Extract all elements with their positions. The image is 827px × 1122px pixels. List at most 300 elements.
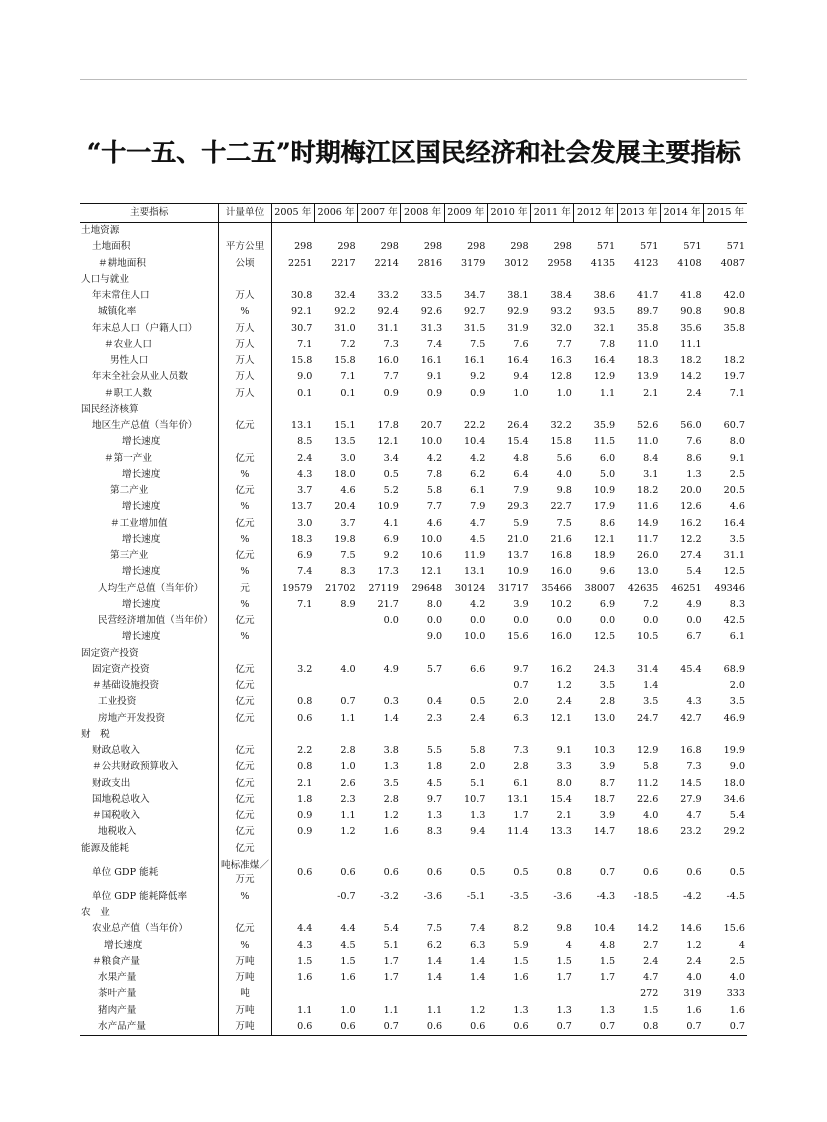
table-cell	[358, 272, 401, 288]
table-cell: 5.6	[556, 452, 572, 464]
table-cell: 35.9	[593, 420, 616, 431]
table-cell: 8.6	[686, 452, 702, 464]
table-cell: 6.4	[513, 468, 529, 480]
table-cell: 1.4	[383, 712, 399, 724]
table-row	[80, 694, 747, 710]
table-cell: 1.5	[556, 955, 572, 967]
row-unit: 亿元	[219, 743, 271, 759]
table-cell: 4.7	[686, 810, 702, 821]
table-cell	[271, 613, 314, 629]
row-unit: 元	[219, 581, 271, 597]
table-cell: 4.0	[686, 972, 702, 983]
table-cell: 0.0	[470, 615, 486, 626]
table-cell: 2.1	[643, 387, 659, 399]
table-row	[80, 986, 747, 1002]
table-cell: 6.9	[599, 598, 616, 610]
table-row	[80, 548, 747, 564]
table-row	[80, 564, 747, 580]
table-cell: 1.1	[340, 712, 356, 724]
table-cell	[531, 646, 574, 662]
row-unit: 万人	[219, 321, 271, 337]
table-cell: 4.3	[271, 467, 314, 483]
table-row	[80, 434, 747, 450]
table-row	[80, 386, 747, 402]
table-cell: 2.8	[599, 696, 616, 708]
table-cell	[401, 727, 444, 743]
table-cell: 6.1	[470, 485, 486, 496]
table-cell: 15.4	[507, 436, 529, 448]
table-cell: 0.8	[643, 1020, 659, 1032]
table-cell: 18.9	[593, 550, 616, 561]
table-cell: 272	[640, 988, 659, 1000]
table-cell: 31.9	[507, 322, 529, 334]
table-cell: 12.8	[550, 371, 572, 383]
table-cell: 4.7	[643, 972, 659, 983]
row-unit: 万吨	[219, 970, 271, 986]
table-cell: 9.1	[729, 452, 745, 464]
table-cell	[487, 402, 530, 418]
table-cell: 10.5	[637, 631, 659, 643]
table-cell: 8.6	[599, 517, 616, 529]
row-label: 人口与就业	[81, 273, 129, 285]
table-cell: 0.7	[556, 1020, 572, 1032]
table-cell: 9.0	[729, 761, 745, 773]
table-cell: 9.8	[556, 485, 572, 496]
table-cell: 14.6	[680, 923, 702, 935]
row-unit: 万人	[219, 288, 271, 304]
table-cell: 12.5	[593, 631, 616, 643]
table-cell: 3.9	[599, 761, 616, 773]
table-cell	[358, 678, 401, 694]
table-cell: 22.2	[464, 420, 486, 431]
table-cell: 1.7	[383, 972, 399, 983]
table-cell: 4.6	[729, 501, 745, 513]
table-cell: 11.7	[637, 533, 659, 545]
table-cell: 42.7	[680, 712, 702, 724]
table-cell: 3.4	[383, 452, 399, 464]
table-cell: 7.7	[556, 338, 572, 350]
table-cell: 14.2	[637, 923, 659, 935]
table-cell: 10.0	[420, 533, 443, 545]
table-cell: 1.3	[556, 1004, 572, 1016]
table-cell	[487, 841, 530, 857]
table-row	[80, 239, 747, 255]
table-cell: 15.4	[550, 793, 572, 805]
table-cell	[660, 727, 703, 743]
table-cell: 17.8	[377, 420, 399, 431]
table-body	[80, 223, 747, 1036]
table-cell: 7.4	[470, 923, 486, 935]
page-title: “十一五、十二五”时期梅江区国民经济和社会发展主要指标	[86, 138, 741, 167]
table-cell: 15.6	[507, 631, 529, 643]
row-unit: %	[219, 889, 271, 905]
row-unit: 亿元	[219, 418, 271, 434]
row-label: 固定资产投资	[81, 647, 139, 659]
table-cell: 19.7	[723, 371, 745, 383]
table-cell: 18.6	[637, 826, 659, 838]
table-cell: 6.3	[470, 939, 486, 951]
table-row	[80, 629, 747, 645]
table-cell: 35.8	[637, 322, 659, 334]
table-cell: 7.3	[513, 745, 529, 756]
table-cell: 15.6	[723, 923, 745, 935]
table-row	[80, 272, 747, 288]
row-label: 增长速度	[122, 566, 161, 578]
table-cell: 27.9	[680, 793, 702, 805]
table-cell	[531, 841, 574, 857]
table-cell: 0.6	[383, 866, 399, 878]
table-cell: 2.4	[556, 696, 572, 708]
table-cell	[401, 646, 444, 662]
table-cell: 16.4	[723, 517, 745, 529]
table-cell: 5.8	[426, 485, 443, 496]
table-cell: 298	[510, 241, 529, 253]
table-cell: 11.0	[637, 338, 659, 350]
table-cell: 12.1	[377, 436, 399, 448]
table-cell	[358, 841, 401, 857]
table-cell	[314, 905, 357, 921]
table-cell: 20.5	[723, 485, 745, 496]
table-cell: 2.1	[271, 776, 314, 792]
table-cell: 1.6	[686, 1004, 702, 1016]
table-cell: 10.4	[464, 436, 486, 448]
table-cell: 22.6	[637, 793, 659, 805]
table-cell: 3.5	[729, 696, 745, 708]
table-cell	[574, 646, 617, 662]
row-label: 增长速度	[122, 631, 161, 643]
table-cell: 4.1	[383, 517, 399, 529]
table-cell: 21.6	[550, 533, 572, 545]
header-year: 2009 年	[444, 204, 487, 223]
row-label: ＃农业人口	[104, 338, 152, 350]
row-label: 增长速度	[122, 598, 161, 610]
table-cell: 1.3	[470, 810, 486, 821]
table-row	[80, 921, 747, 937]
table-row	[80, 727, 747, 743]
row-label: 年末全社会从业人员数	[92, 371, 188, 383]
table-cell: 0.0	[383, 615, 399, 626]
table-row	[80, 402, 747, 418]
table-cell: 7.1	[340, 371, 356, 383]
table-cell	[444, 841, 487, 857]
row-label: 茶叶产量	[98, 988, 137, 1000]
table-cell: 1.4	[643, 680, 659, 691]
table-cell: 1.5	[340, 955, 356, 967]
table-cell: 298	[380, 241, 399, 253]
table-cell	[617, 905, 660, 921]
table-cell: 13.1	[507, 793, 529, 805]
table-cell: 1.3	[426, 810, 443, 821]
table-cell	[401, 905, 444, 921]
table-cell: -18.5	[633, 890, 659, 902]
table-cell	[531, 402, 574, 418]
table-cell: 9.0	[271, 369, 314, 385]
table-cell: 6.2	[426, 939, 443, 951]
table-cell: 1.4	[426, 955, 443, 967]
row-unit: 亿元	[219, 808, 271, 824]
table-cell: 7.5	[470, 338, 486, 350]
table-cell	[660, 402, 703, 418]
table-cell	[314, 646, 357, 662]
table-cell	[704, 646, 747, 662]
table-cell: -3.6	[423, 890, 443, 902]
table-cell: 13.3	[550, 826, 572, 838]
table-cell: 10.2	[550, 598, 572, 610]
table-cell	[271, 629, 314, 645]
table-cell	[660, 646, 703, 662]
table-cell: 18.3	[271, 532, 314, 548]
table-cell: 3.0	[340, 452, 356, 464]
table-cell: 2.5	[729, 468, 745, 480]
table-cell: -0.7	[337, 890, 356, 902]
table-row	[80, 369, 747, 385]
table-cell: 2.3	[426, 712, 443, 724]
table-cell	[617, 646, 660, 662]
table-cell: 1.7	[599, 972, 616, 983]
table-cell	[358, 629, 401, 645]
top-rule	[80, 79, 747, 80]
table-cell: 0.1	[271, 386, 314, 402]
row-label: 水产品产量	[98, 1020, 146, 1032]
table-cell: 31.3	[420, 322, 443, 334]
table-cell: 0.9	[383, 387, 399, 399]
table-cell: 14.7	[593, 826, 616, 838]
table-cell: 14.2	[680, 371, 702, 383]
row-unit: %	[219, 467, 271, 483]
table-header-row	[80, 204, 747, 223]
table-cell: 9.8	[556, 923, 572, 935]
table-cell: 19579	[271, 581, 314, 597]
table-cell	[531, 986, 574, 1002]
table-cell: 8.3	[426, 826, 443, 838]
table-cell: 21.7	[377, 598, 399, 610]
table-cell: 2214	[374, 257, 399, 269]
table-row	[80, 532, 747, 548]
table-cell: 4.5	[426, 777, 443, 789]
header-year: 2010 年	[487, 204, 530, 223]
table-cell	[358, 986, 401, 1002]
table-cell: 10.3	[593, 745, 616, 756]
table-cell: 52.6	[637, 420, 659, 431]
table-cell: 2958	[547, 257, 572, 269]
table-cell: 1.1	[340, 810, 356, 821]
table-cell: 3.3	[556, 761, 572, 773]
table-cell: 89.7	[637, 306, 659, 318]
table-cell: 7.4	[271, 564, 314, 580]
table-row	[80, 418, 747, 434]
table-cell: 4.2	[426, 452, 443, 464]
table-cell: 0.0	[426, 615, 443, 626]
table-cell: 42635	[627, 582, 659, 594]
table-cell: 4	[738, 939, 745, 951]
row-unit: 亿元	[219, 759, 271, 775]
table-cell: 319	[683, 988, 702, 1000]
row-label: 地税收入	[98, 826, 137, 838]
table-cell: 2.7	[643, 939, 659, 951]
table-cell: 2.1	[556, 810, 572, 821]
table-cell: 32.1	[593, 322, 616, 334]
table-cell: 2.8	[340, 745, 356, 756]
table-cell: 29.2	[723, 826, 745, 838]
table-cell	[574, 986, 617, 1002]
table-cell: 33.2	[377, 290, 399, 301]
table-cell: 0.0	[513, 615, 529, 626]
table-row	[80, 808, 747, 824]
row-label: 民营经济增加值（当年价）	[98, 615, 214, 626]
table-cell: 9.4	[470, 826, 486, 838]
table-cell	[271, 986, 314, 1002]
table-cell: 7.9	[470, 501, 486, 513]
table-cell	[401, 678, 444, 694]
table-cell: 8.0	[426, 598, 443, 610]
table-cell: 2.3	[340, 793, 356, 805]
table-cell: 1.5	[271, 954, 314, 970]
table-cell: 0.7	[599, 1020, 616, 1032]
table-cell: 1.2	[686, 939, 702, 951]
table-cell: 68.9	[723, 663, 745, 675]
row-unit: %	[219, 499, 271, 515]
table-cell	[704, 905, 747, 921]
table-cell: 12.9	[637, 745, 659, 756]
table-row	[80, 711, 747, 727]
table-cell: 0.6	[426, 1020, 443, 1032]
table-cell	[314, 613, 357, 629]
table-cell: -5.1	[466, 890, 486, 902]
row-unit: 万人	[219, 353, 271, 369]
table-cell: 0.7	[340, 696, 356, 708]
table-cell: 1.5	[643, 1004, 659, 1016]
table-cell: 7.7	[383, 371, 399, 383]
table-cell: 3.2	[271, 662, 314, 678]
table-cell: 5.0	[599, 468, 616, 480]
table-cell: -4.5	[726, 890, 745, 902]
table-cell: 5.9	[513, 517, 529, 529]
table-cell: 9.1	[556, 745, 572, 756]
table-cell: 16.2	[550, 663, 572, 675]
table-cell	[574, 272, 617, 288]
table-cell: 92.2	[334, 306, 356, 318]
table-cell: 4.5	[340, 939, 356, 951]
table-cell: 4.0	[340, 663, 356, 675]
table-cell: 8.3	[729, 598, 745, 610]
table-cell	[704, 272, 747, 288]
row-label: 增长速度	[122, 533, 161, 545]
row-label: 财 税	[81, 728, 110, 740]
table-cell	[660, 678, 703, 694]
table-row	[80, 337, 747, 353]
row-unit: 公顷	[219, 256, 271, 272]
table-cell	[358, 402, 401, 418]
table-cell: 571	[596, 241, 616, 253]
table-cell: 6.6	[470, 663, 486, 675]
table-cell: 5.7	[426, 663, 443, 675]
table-cell: 0.8	[556, 866, 572, 878]
table-cell: 19.8	[334, 533, 356, 545]
table-cell: 13.7	[271, 499, 314, 515]
table-cell	[704, 337, 747, 353]
table-row	[80, 954, 747, 970]
table-cell: 1.8	[426, 761, 443, 773]
table-row	[80, 905, 747, 921]
table-cell: 1.3	[599, 1004, 616, 1016]
table-cell: 1.1	[271, 1003, 314, 1019]
table-cell: 13.0	[637, 566, 659, 578]
table-cell	[704, 402, 747, 418]
table-cell	[617, 841, 660, 857]
table-cell	[704, 727, 747, 743]
table-cell: 4.3	[271, 938, 314, 954]
table-cell: 32.0	[550, 322, 572, 334]
table-cell: 571	[640, 241, 659, 253]
table-cell	[314, 727, 357, 743]
table-cell: 9.6	[599, 566, 616, 578]
row-label: ＃工业增加值	[110, 517, 168, 529]
table-cell: 46251	[671, 582, 702, 594]
table-cell: 0.9	[470, 387, 486, 399]
table-row	[80, 970, 747, 986]
table-cell: 0.8	[271, 759, 314, 775]
table-row	[80, 678, 747, 694]
table-cell: 1.2	[340, 826, 356, 838]
table-cell: 2.0	[513, 696, 529, 708]
table-row	[80, 451, 747, 467]
row-label: 增长速度	[122, 468, 161, 480]
table-cell: 5.5	[426, 745, 443, 756]
table-cell: 10.9	[507, 566, 529, 578]
table-cell	[574, 223, 617, 240]
table-cell: 92.6	[420, 306, 443, 318]
table-cell: 35466	[541, 582, 572, 594]
table-cell: 17.9	[593, 501, 616, 513]
table-cell: 35.8	[723, 322, 745, 334]
row-label: 城镇化率	[98, 306, 137, 318]
table-cell	[401, 223, 444, 240]
table-cell: 11.2	[637, 777, 659, 789]
table-cell: 15.8	[271, 353, 314, 369]
table-cell: 1.2	[556, 680, 572, 691]
table-cell: 298	[467, 241, 486, 253]
row-label: 财政总收入	[92, 745, 140, 756]
table-cell: 3.0	[271, 516, 314, 532]
table-row	[80, 288, 747, 304]
table-row	[80, 516, 747, 532]
table-cell	[271, 841, 314, 857]
row-label: ＃基础设施投资	[92, 680, 160, 691]
table-cell: 7.3	[383, 338, 399, 350]
row-unit	[219, 727, 271, 743]
table-cell: 0.5	[729, 866, 745, 878]
table-cell: 0.5	[383, 468, 399, 480]
row-unit: %	[219, 564, 271, 580]
header-year: 2008 年	[401, 204, 444, 223]
table-cell: 10.0	[464, 631, 486, 643]
table-cell: 8.7	[599, 777, 616, 789]
row-unit	[219, 223, 271, 240]
table-cell: 0.9	[271, 824, 314, 840]
table-cell: 1.4	[470, 955, 486, 967]
table-cell: 0.5	[470, 866, 486, 878]
table-cell: 49346	[714, 582, 745, 594]
table-cell	[487, 727, 530, 743]
table-cell: 1.4	[426, 972, 443, 983]
table-cell: 9.2	[383, 550, 399, 561]
table-cell: 2.4	[271, 451, 314, 467]
table-cell: 7.8	[426, 468, 443, 480]
table-cell: 18.3	[637, 355, 659, 366]
table-cell: 6.0	[599, 452, 616, 464]
table-cell: 38007	[584, 582, 616, 594]
table-cell: 18.2	[637, 485, 659, 496]
